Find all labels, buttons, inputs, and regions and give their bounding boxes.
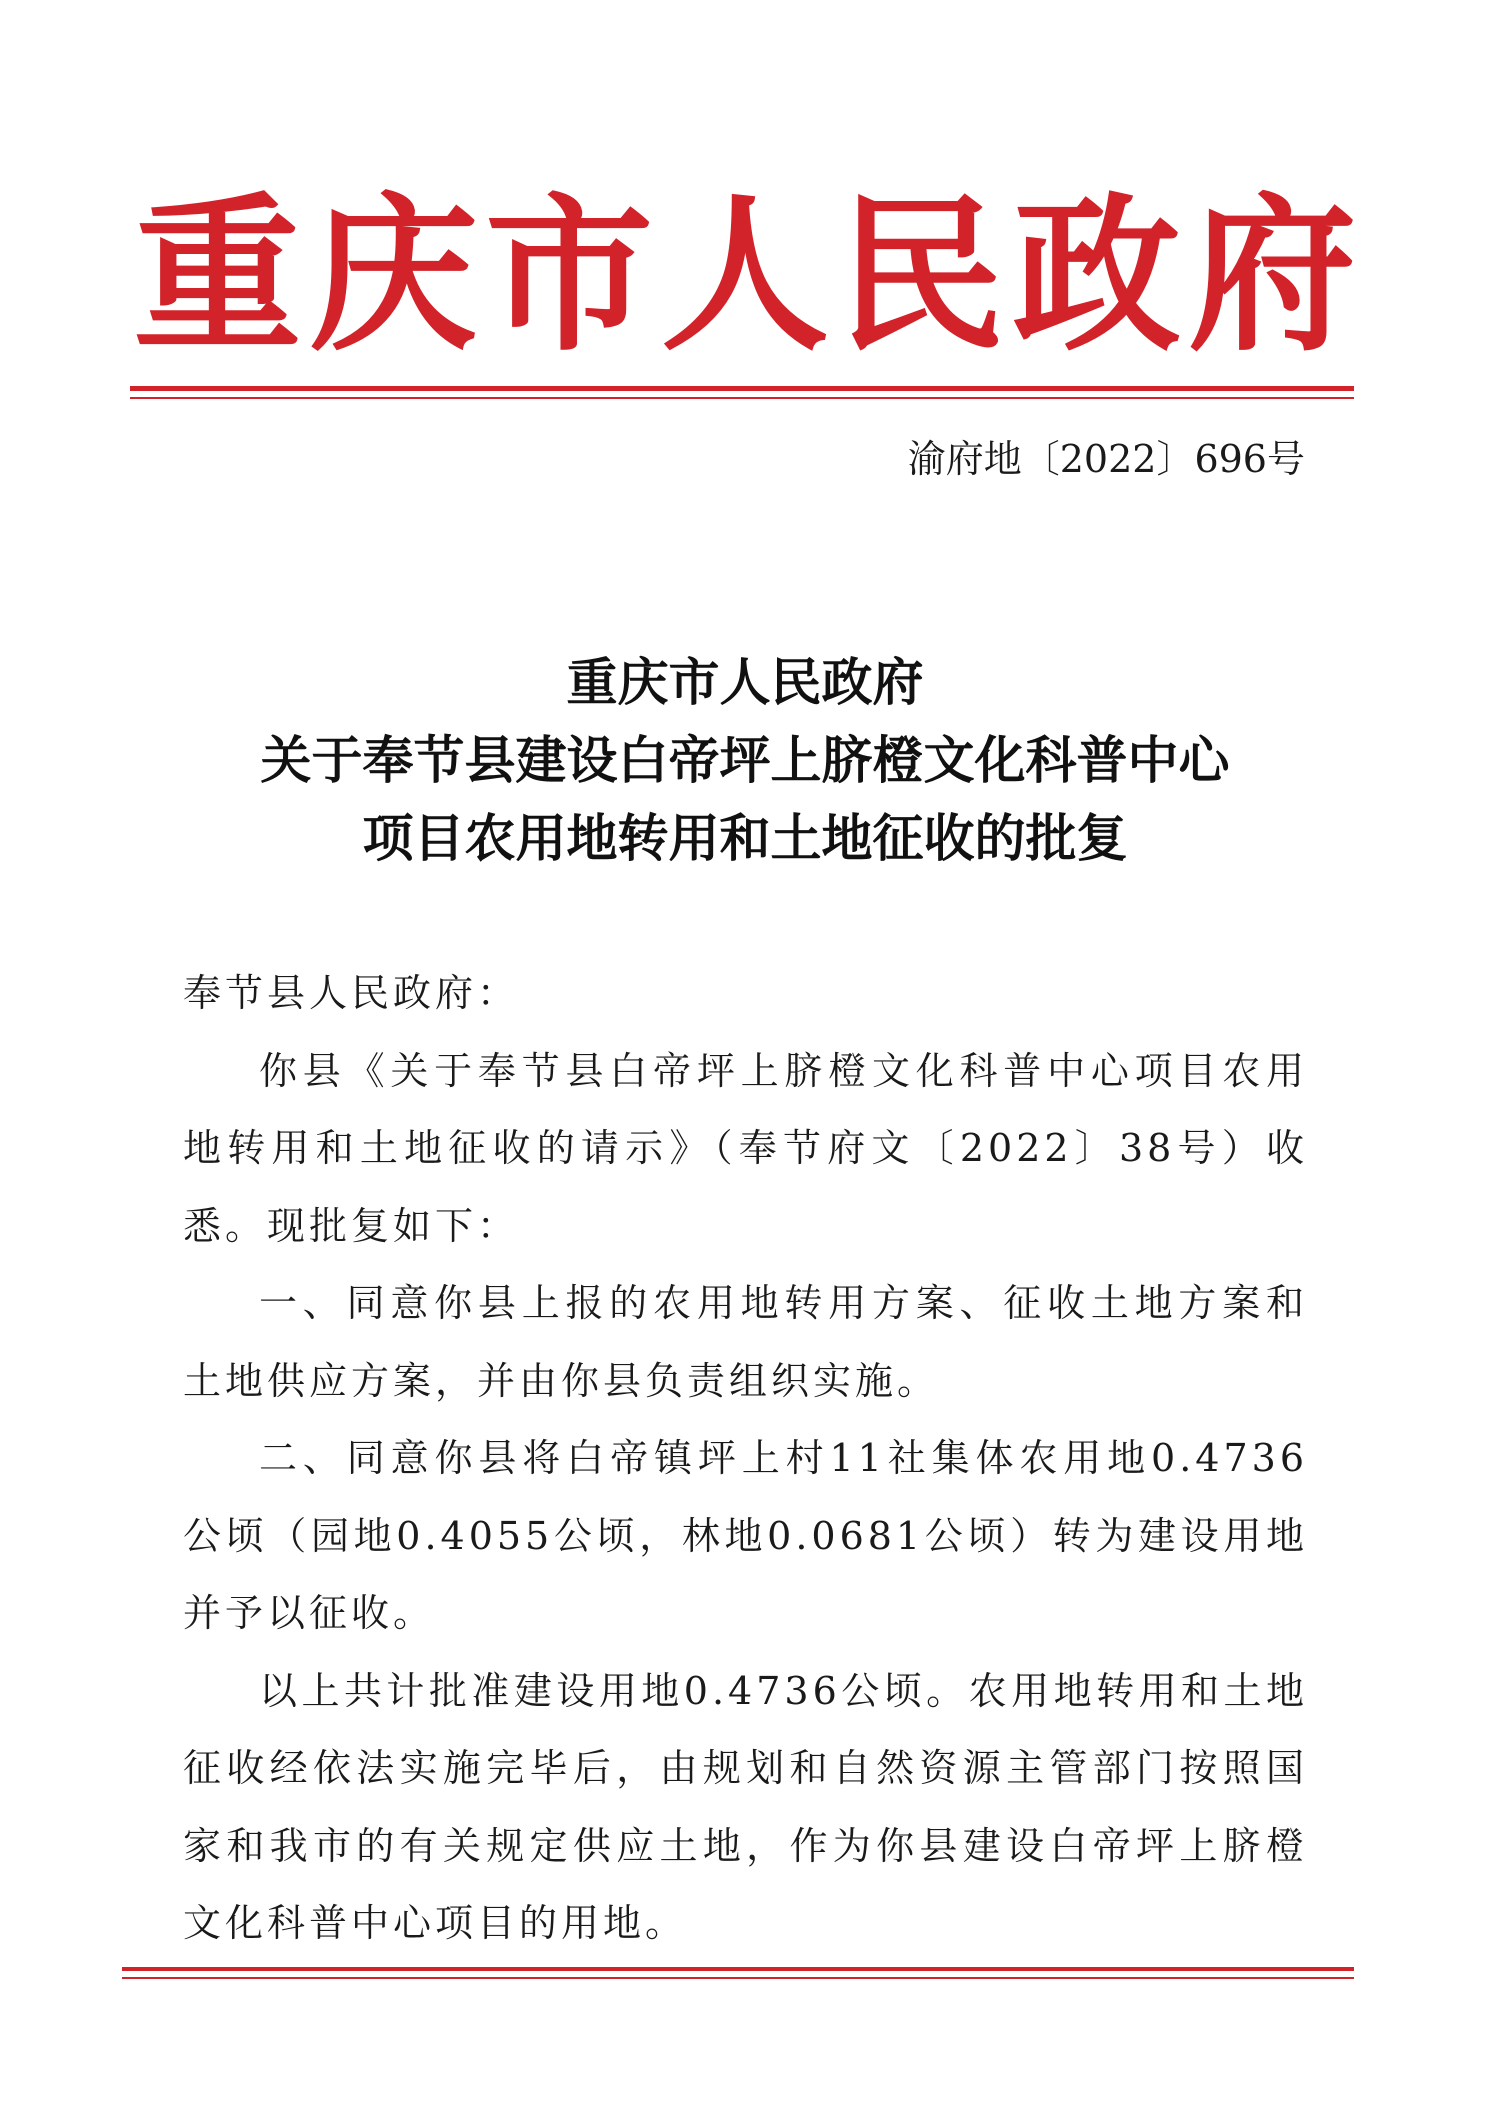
masthead-char: 重 bbox=[133, 176, 302, 374]
document-body bbox=[183, 955, 1308, 1963]
masthead bbox=[130, 175, 1360, 375]
header-rule bbox=[130, 386, 1354, 391]
paragraph: 以上共计批准建设用地0.4736公顷。农用地转用和土地征收经依法实施完毕后，由规划和自然资源主管部门按照国家和我市的有关规定供应土地，作为你县建设白帝坪上脐橙文化科普中心项目的用地。 bbox=[183, 1668, 1308, 1945]
masthead-char: 府 bbox=[1188, 176, 1357, 374]
paragraph: 你县《关于奉节县白帝坪上脐橙文化科普中心项目农用地转用和土地征收的请示》（奉节府文〔2022〕38号）收悉。现批复如下： bbox=[183, 1048, 1308, 1248]
header-rule-thin bbox=[130, 397, 1354, 399]
document-number: 渝府地〔2022〕696号 bbox=[907, 437, 1305, 481]
title-line-2: 关于奉节县建设白帝坪上脐橙文化科普中心 bbox=[260, 732, 1230, 791]
salutation: 奉节县人民政府： bbox=[183, 971, 520, 1015]
masthead-char: 民 bbox=[836, 176, 1005, 374]
masthead-char: 政 bbox=[1012, 176, 1181, 374]
title-line-3: 项目农用地转用和土地征收的批复 bbox=[362, 810, 1128, 869]
title-line-1: 重庆市人民政府 bbox=[566, 654, 924, 713]
masthead-char: 市 bbox=[485, 176, 654, 374]
document-title bbox=[0, 645, 1490, 879]
paragraph: 一、同意你县上报的农用地转用方案、征收土地方案和土地供应方案，并由你县负责组织实施。 bbox=[183, 1281, 1308, 1403]
footer-rule-thin bbox=[122, 1977, 1354, 1979]
masthead-char: 庆 bbox=[309, 176, 478, 374]
footer-rule bbox=[122, 1967, 1354, 1971]
masthead-char: 人 bbox=[660, 176, 829, 374]
paragraph: 二、同意你县将白帝镇坪上村11社集体农用地0.4736公顷（园地0.4055公顷，林地0.0681公顷）转为建设用地并予以征收。 bbox=[183, 1436, 1308, 1635]
